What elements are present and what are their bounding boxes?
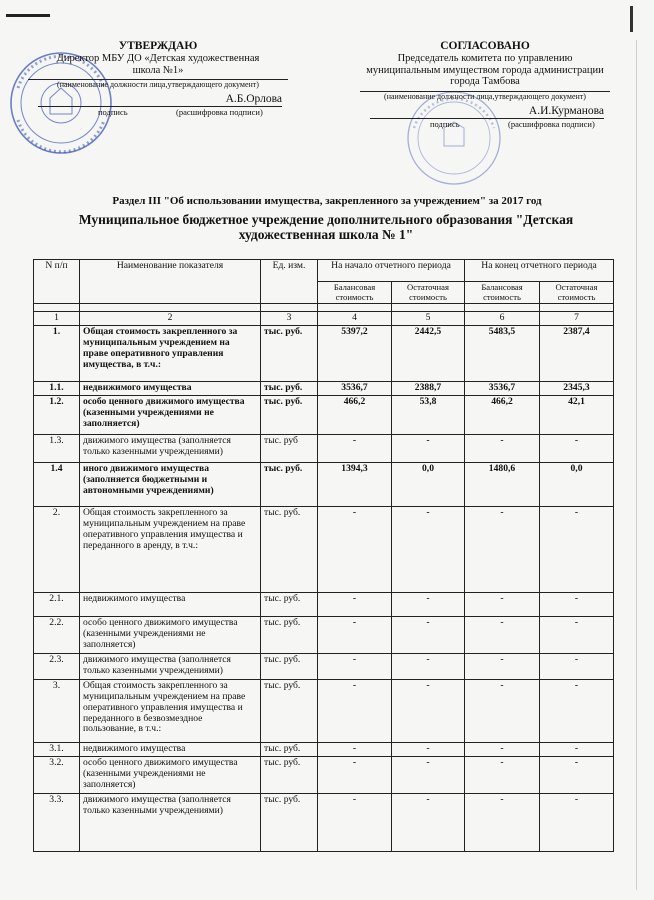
row-unit: тыс. руб. (261, 654, 318, 680)
value-end-residual: - (540, 793, 614, 851)
row-indicator-name: особо ценного движимого имущества (казенными учреждениями не заполняется) (80, 617, 261, 654)
value-start-residual: - (392, 743, 465, 757)
table-row (34, 593, 614, 617)
row-unit: тыс. руб. (261, 743, 318, 757)
name-caption: (расшифровка подписи) (508, 119, 595, 130)
row-indicator-name: особо ценного движимого имущества (казенными учреждениями не заполняется) (80, 756, 261, 793)
table-row (34, 617, 614, 654)
header-unit: Ед. изм. (261, 260, 318, 304)
row-unit: тыс. руб. (261, 382, 318, 396)
column-number: 1 (34, 312, 80, 326)
row-indicator-name: особо ценного движимого имущества (казенными учреждениями не заполняется) (80, 396, 261, 435)
approve-position-line: Директор МБУ ДО «Детская художественная (56, 52, 260, 64)
column-number: 3 (261, 312, 318, 326)
row-unit: тыс. руб (261, 435, 318, 463)
header-end-period: На конец отчетного периода (465, 260, 614, 282)
value-start-residual: - (392, 654, 465, 680)
approve-heading: УТВЕРЖДАЮ (118, 40, 198, 52)
value-end-balance: - (465, 793, 540, 851)
agree-signer-name: А.И.Курманова (528, 105, 604, 118)
value-end-residual: 0,0 (540, 463, 614, 507)
row-indicator-name: недвижимого имущества (80, 382, 261, 396)
table-spacer-row (34, 304, 614, 312)
table-row (34, 743, 614, 757)
value-end-residual: - (540, 617, 614, 654)
table-row (34, 507, 614, 593)
row-indicator-name: Общая стоимость закрепленного за муниципальным учреждением на праве оперативного управления имущества и переданного в безвозмездное пользование, в т.ч.: (80, 680, 261, 743)
value-end-balance: - (465, 680, 540, 743)
row-number: 3.1. (34, 743, 80, 757)
row-number: 2.3. (34, 654, 80, 680)
value-start-balance: 3536,7 (318, 382, 392, 396)
value-end-balance: 5483,5 (465, 326, 540, 382)
value-end-balance: 466,2 (465, 396, 540, 435)
value-end-residual: 2387,4 (540, 326, 614, 382)
agree-signature-row (360, 105, 610, 119)
value-start-balance: - (318, 793, 392, 851)
value-end-balance: - (465, 507, 540, 593)
row-indicator-name: движимого имущества (заполняется только казенными учреждениями) (80, 654, 261, 680)
value-start-balance: - (318, 680, 392, 743)
column-number: 7 (540, 312, 614, 326)
table-row (34, 382, 614, 396)
agreement-block (360, 40, 610, 130)
value-start-balance: 1394,3 (318, 463, 392, 507)
value-end-balance: - (465, 435, 540, 463)
approve-signature-captions (28, 107, 288, 118)
table-row (34, 680, 614, 743)
header-name: Наименование показателя (80, 260, 261, 304)
value-end-balance: - (465, 743, 540, 757)
row-number: 2. (34, 507, 80, 593)
value-start-balance: - (318, 654, 392, 680)
header-balance: Балансовая стоимость (465, 282, 540, 304)
value-start-residual: 53,8 (392, 396, 465, 435)
row-number: 3.2. (34, 756, 80, 793)
value-start-balance: - (318, 617, 392, 654)
value-start-residual: - (392, 680, 465, 743)
agree-position-line: города Тамбова (450, 76, 520, 88)
header-num: N п/п (34, 260, 80, 304)
value-start-residual: - (392, 507, 465, 593)
table-header-row (34, 260, 614, 282)
table-row (34, 654, 614, 680)
row-number: 2.2. (34, 617, 80, 654)
row-number: 1.1. (34, 382, 80, 396)
section-title: Раздел III "Об использовании имущества, закрепленного за учреждением" за 2017 год (112, 195, 542, 207)
scan-mark (6, 14, 50, 17)
row-indicator-name: недвижимого имущества (80, 743, 261, 757)
value-start-balance: - (318, 593, 392, 617)
table-row (34, 326, 614, 382)
approve-position-caption: (наименование должности лица,утверждающего документ) (28, 79, 288, 90)
value-end-residual: - (540, 507, 614, 593)
row-indicator-name: движимого имущества (заполняется только казенными учреждениями) (80, 435, 261, 463)
table-row (34, 756, 614, 793)
value-start-residual: 2388,7 (392, 382, 465, 396)
header-residual: Остаточная стоимость (392, 282, 465, 304)
value-end-balance: - (465, 617, 540, 654)
table-row (34, 793, 614, 851)
row-indicator-name: недвижимого имущества (80, 593, 261, 617)
row-number: 3.3. (34, 793, 80, 851)
agree-heading: СОГЛАСОВАНО (440, 40, 530, 52)
value-end-residual: - (540, 680, 614, 743)
value-end-residual: - (540, 593, 614, 617)
value-end-balance: - (465, 756, 540, 793)
value-start-residual: 0,0 (392, 463, 465, 507)
row-unit: тыс. руб. (261, 463, 318, 507)
table-row (34, 463, 614, 507)
value-end-residual: - (540, 435, 614, 463)
value-start-balance: - (318, 507, 392, 593)
row-indicator-name: иного движимого имущества (заполняется бюджетными и автономными учреждениями) (80, 463, 261, 507)
page-edge-shadow (636, 40, 637, 890)
row-indicator-name: Общая стоимость закрепленного за муниципальным учреждением на праве оперативного управления имущества и переданного в аренду, в т.ч.: (80, 507, 261, 593)
row-number: 1.2. (34, 396, 80, 435)
value-start-balance: - (318, 435, 392, 463)
row-number: 1.3. (34, 435, 80, 463)
approve-signer-name: А.Б.Орлова (225, 93, 282, 106)
approve-position-line: школа №1» (132, 64, 184, 76)
value-end-residual: - (540, 756, 614, 793)
row-unit: тыс. руб. (261, 793, 318, 851)
header-balance: Балансовая стоимость (318, 282, 392, 304)
value-end-residual: 2345,3 (540, 382, 614, 396)
value-start-residual: - (392, 593, 465, 617)
value-end-residual: - (540, 743, 614, 757)
table-row (34, 435, 614, 463)
column-number-row (34, 312, 614, 326)
value-end-balance: - (465, 593, 540, 617)
row-number: 3. (34, 680, 80, 743)
value-start-residual: - (392, 793, 465, 851)
sign-caption: подпись (430, 119, 460, 130)
row-unit: тыс. руб. (261, 756, 318, 793)
table-row (34, 396, 614, 435)
row-number: 1. (34, 326, 80, 382)
row-unit: тыс. руб. (261, 507, 318, 593)
header-start-period: На начало отчетного периода (318, 260, 465, 282)
row-indicator-name: Общая стоимость закрепленного за муниципальным учреждением на праве оперативного управления имущества, в т.ч.: (80, 326, 261, 382)
row-unit: тыс. руб. (261, 593, 318, 617)
header-residual: Остаточная стоимость (540, 282, 614, 304)
row-number: 2.1. (34, 593, 80, 617)
row-number: 1.4 (34, 463, 80, 507)
approve-signature-row (28, 93, 288, 107)
column-number: 6 (465, 312, 540, 326)
row-unit: тыс. руб. (261, 680, 318, 743)
sign-caption: подпись (98, 107, 128, 118)
value-start-balance: - (318, 743, 392, 757)
row-unit: тыс. руб. (261, 617, 318, 654)
row-unit: тыс. руб. (261, 326, 318, 382)
value-start-residual: - (392, 617, 465, 654)
value-start-residual: - (392, 756, 465, 793)
agree-position-line: муниципальным имуществом города администрации (366, 64, 604, 76)
agree-signature-captions (360, 119, 610, 130)
value-start-balance: - (318, 756, 392, 793)
value-start-residual: 2442,5 (392, 326, 465, 382)
value-end-balance: 1480,6 (465, 463, 540, 507)
agree-position-caption: (наименование должности лица,утверждающего документ) (360, 91, 610, 102)
row-indicator-name: движимого имущества (заполняется только казенными учреждениями) (80, 793, 261, 851)
column-number: 2 (80, 312, 261, 326)
column-number: 5 (392, 312, 465, 326)
value-end-balance: - (465, 654, 540, 680)
scan-mark (630, 6, 633, 32)
approval-block (28, 40, 288, 118)
value-start-balance: 5397,2 (318, 326, 392, 382)
name-caption: (расшифровка подписи) (176, 107, 263, 118)
organization-name: Муниципальное бюджетное учреждение дополнительного образования "Детская художественная школа № 1" (78, 212, 574, 243)
value-end-balance: 3536,7 (465, 382, 540, 396)
value-end-residual: - (540, 654, 614, 680)
value-end-residual: 42,1 (540, 396, 614, 435)
value-start-balance: 466,2 (318, 396, 392, 435)
row-unit: тыс. руб. (261, 396, 318, 435)
value-start-residual: - (392, 435, 465, 463)
property-usage-table (33, 259, 614, 852)
column-number: 4 (318, 312, 392, 326)
agree-position-line: Председатель комитета по управлению (397, 52, 573, 64)
